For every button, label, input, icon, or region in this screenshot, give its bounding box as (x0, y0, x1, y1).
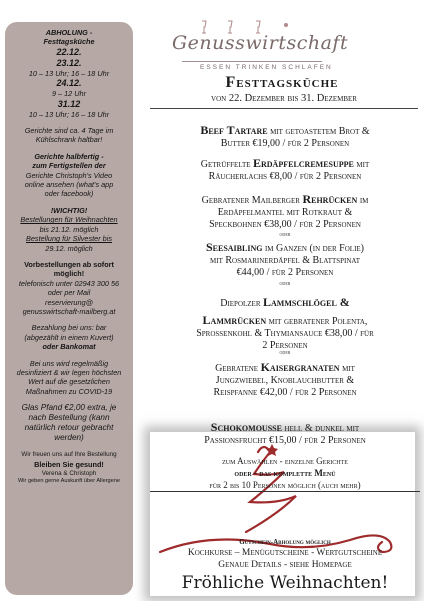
dish-prefix: Gebratener Mailberger (201, 195, 300, 206)
hygiene-note: Maßnahmen zu COVID-19 (25, 386, 113, 396)
dish-price: 2 Personen (262, 340, 308, 351)
payment-note: Bezahlung bei uns: bar (31, 323, 107, 333)
order-deadline: Bestellungen für Weihnachten (20, 215, 118, 225)
dish-rehruecken (150, 193, 420, 231)
menu-header (140, 70, 424, 109)
hygiene-note: Wert auf die gesetzlichen (28, 377, 110, 387)
logo-wordmark: Genusswirtschaft (172, 32, 349, 54)
dish-suffix: im (359, 195, 369, 206)
pickup-subtitle: Festtagsküche (43, 37, 95, 47)
shelf-life-note: Kühlschrank haltbar! (35, 135, 103, 145)
hygiene-note: desinfiziert & wir legen höchsten (16, 367, 122, 377)
pickup-title: ABHOLUNG - (45, 28, 93, 37)
dish-soup (150, 157, 420, 183)
half-finished-note: oder facebook) (44, 189, 94, 199)
preorder-note: Vorbestellungen ab sofort (24, 259, 114, 269)
signature: Verena & Christoph (41, 470, 97, 477)
homepage-note: Genaue Details - siehe Homepage (218, 560, 352, 570)
payment-note: (abgezählt in einem Kuvert) (24, 332, 114, 342)
dish-prefix: Gebratene (215, 363, 259, 374)
choose-note: für 2 bis 10 Personen möglich (auch mehr) (150, 480, 420, 492)
pickup-hours: 9 – 12 Uhr (51, 89, 87, 99)
date-range: von 22. Dezember bis 31. Dezember (150, 93, 418, 109)
half-finished-note: online ansehen (what's app (24, 180, 114, 190)
mail-contact: oder per Mail (47, 288, 91, 298)
or-separator: oder (279, 282, 291, 287)
dish-prefix: Diepolzer (220, 298, 261, 309)
half-finished-note: Gerichte Christoph's Video (25, 170, 113, 180)
dish-name: Rehrücken (302, 192, 358, 206)
dish-name: Kaisergranaten (260, 360, 340, 374)
thanks-note: Bleiben Sie gesund! (34, 459, 104, 469)
pickup-hours: 10 – 13 Uhr; 16 – 18 Uhr (28, 68, 110, 78)
thanks-note: Wir freuen uns auf Ihre Bestellung (21, 451, 117, 459)
info-sidebar (5, 22, 133, 595)
dish-desc: mit getoastetem Brot & (270, 126, 370, 137)
dish-price: Räucherlachs €8,00 / für 2 Personen (208, 171, 362, 182)
logo-divider (182, 61, 322, 62)
email-link[interactable]: reservierung@ (45, 297, 93, 307)
important-label: !WICHTIG! (50, 205, 88, 215)
payment-note: oder Bankomat (42, 342, 96, 352)
dish-desc: Sprossenkohl & Thymiansauce €38,00 / für (196, 328, 374, 339)
dish-price: Passionsfrucht €15,00 / für 2 Personen (204, 435, 366, 446)
pickup-date: 31.12 (57, 98, 81, 109)
dish-name: Lammschlögel & (263, 295, 350, 309)
dish-desc: mit Rosmarinerdäpfel & Blattspinat (210, 255, 360, 266)
dish-desc: mit gebratener Polenta, (268, 316, 368, 327)
dish-name: Lammrücken (202, 313, 267, 327)
glass-deposit-note: natürlich retour gebracht (24, 423, 114, 433)
dish-suffix: mit (342, 363, 355, 374)
dish-name: Schokomousse (210, 420, 282, 434)
dish-schokomousse (150, 421, 420, 447)
half-finished-note: Gerichte halbfertig - (34, 151, 104, 161)
choose-note: zum Auswählen - einzelne Gerichte (222, 456, 348, 466)
dish-suffix: im Ganzen (in der Folie) (264, 243, 365, 254)
hygiene-note: Bei uns wird regelmäßig (29, 358, 109, 368)
dish-price: €44,00 / für 2 Personen (236, 267, 334, 278)
email-link[interactable]: genusswirtschaft-mailberg.at (22, 306, 116, 316)
voucher-list: Kochkurse – Menügutscheine - Wertgutscheine (187, 548, 383, 558)
shelf-life-note: Gerichte sind ca. 4 Tage im (24, 126, 114, 136)
order-deadline: 29.12. möglich (45, 243, 93, 253)
dish-name: Erdäpfelcremesuppe (253, 156, 354, 170)
pickup-date: 22.12. (56, 46, 82, 57)
dish-kaisergranaten (150, 361, 420, 399)
pickup-hours: 10 – 13 Uhr; 16 – 18 Uhr (28, 109, 110, 119)
dish-beef-tartare (150, 124, 420, 150)
dish-price: Reispfanne €42,00 / für 2 Personen (213, 387, 357, 398)
half-finished-note: zum Fertigstellen der (32, 161, 106, 171)
glass-deposit-note: werden) (54, 433, 84, 443)
logo-tagline: ESSEN TRINKEN SCHLAFEN (200, 64, 333, 71)
dish-price: Speckbohnen €38,00 / für 2 Personen (209, 219, 361, 230)
or-separator: oder (279, 351, 291, 356)
dish-price: Butter €19,00 / für 2 Personen (220, 138, 350, 149)
dish-desc: Erdäpfelmantel mit Rotkraut & (217, 207, 353, 218)
christmas-greeting: Fröhliche Weihnachten! (181, 573, 389, 593)
pickup-date: 24.12. (56, 78, 82, 89)
dish-seesaibling (150, 241, 420, 279)
dish-name: Seesaibling (205, 240, 263, 254)
dish-lamm (150, 296, 420, 352)
pickup-date: 23.12. (56, 57, 82, 68)
dish-desc: mit (356, 159, 370, 170)
phone-contact[interactable]: telefonisch unter 02943 300 56 (18, 278, 120, 288)
dish-prefix: Getrüffelte (200, 159, 251, 170)
glass-deposit-note: Glas Pfand €2,00 extra, je (21, 403, 117, 413)
order-deadline: Bestellung für Silvester bis (26, 234, 112, 244)
voucher-title: Gutschein-Abholung möglich (239, 538, 331, 546)
page-title: Festtagsküche (225, 74, 339, 91)
dish-name: Beef Tartare (200, 123, 268, 137)
or-separator: oder (279, 233, 291, 238)
preorder-note: möglich! (53, 269, 85, 279)
allergen-note: Wir geben gerne Auskunft über Allergene (18, 478, 120, 485)
dish-suffix: hell & dunkel mit (284, 423, 360, 434)
choose-note: oder - das komplette Menü (234, 468, 336, 478)
glass-deposit-note: nach Bestellung (kann (28, 413, 110, 423)
dish-desc: Jungzwiebel, Knoblauchbutter & (215, 375, 355, 386)
order-deadline: bis 21.12. möglich (39, 224, 99, 234)
